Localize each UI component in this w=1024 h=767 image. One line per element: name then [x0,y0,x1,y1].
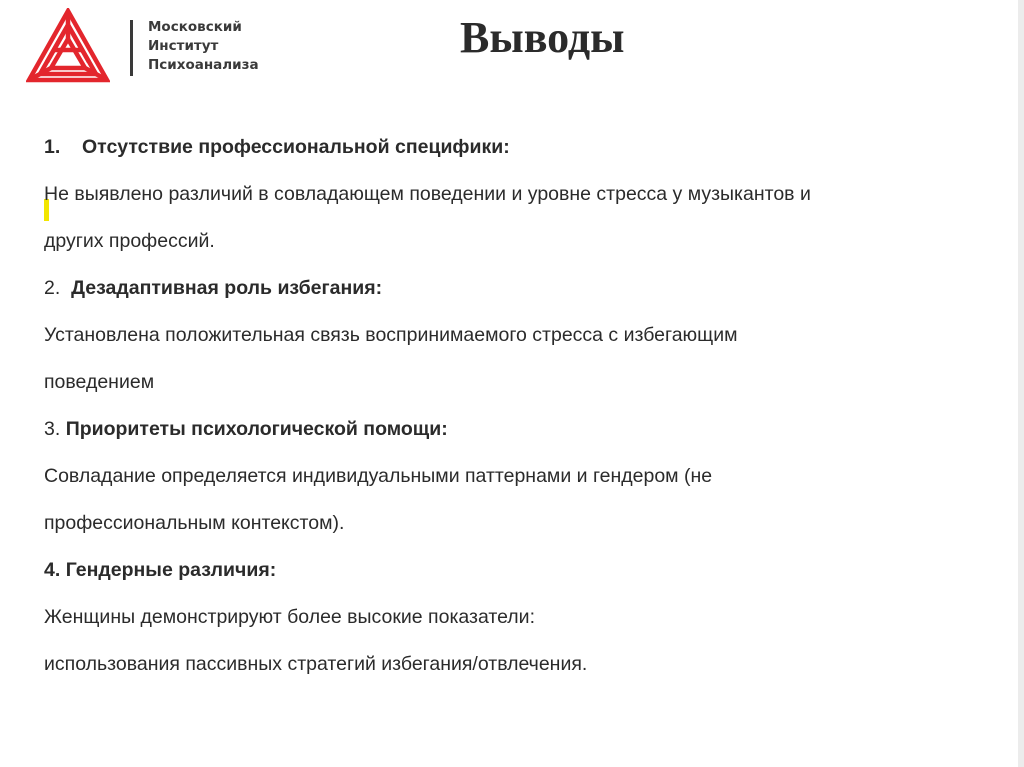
conclusion-1-body-line-2: других профессий. [44,230,215,252]
conclusion-2-body-line-2: поведением [44,371,155,393]
conclusion-1-number: 1. [44,136,61,158]
institute-name-line-1: Московский [148,19,242,35]
conclusion-2-heading [44,265,984,312]
conclusion-2-body-line-1: Установлена положительная связь воспринимаемого стресса с избегающим [44,324,738,346]
institute-name-line-2: Институт [148,38,219,54]
institute-logo [26,8,316,84]
logo-divider [130,20,133,76]
triangle-knot-logo-icon [26,8,110,84]
conclusion-3-number: 3. [44,418,61,440]
conclusion-1-heading [44,124,984,171]
page-title: Выводы [460,13,625,62]
conclusion-1-title: Отсутствие профессиональной специфики: [82,136,510,158]
conclusion-2-title: Дезадаптивная роль избегания: [71,277,383,299]
institute-name-line-3: Психоанализа [148,57,259,73]
conclusion-3-body-line-2: профессиональным контекстом). [44,512,345,534]
conclusion-4-body-line-2: использования пассивных стратегий избегания/отвлечения. [44,653,588,675]
conclusion-3-title: Приоритеты психологической помощи: [65,418,448,440]
slide-edge-shadow [1018,0,1024,767]
conclusion-4-title: Гендерные различия: [65,559,277,581]
conclusion-4-number: 4. [44,559,61,581]
conclusions-list [44,124,984,688]
conclusion-4-heading [44,547,984,594]
conclusion-2-number: 2. [44,277,61,299]
conclusion-4-body-line-1: Женщины демонстрируют более высокие показатели: [44,606,535,628]
conclusion-1-body-line-1: Не выявлено различий в совладающем поведении и уровне стресса у музыкантов и [44,183,811,205]
conclusion-3-body-line-1: Совладание определяется индивидуальными паттернами и гендером (не [44,465,713,487]
conclusion-3-heading [44,406,984,453]
institute-name [148,18,318,75]
